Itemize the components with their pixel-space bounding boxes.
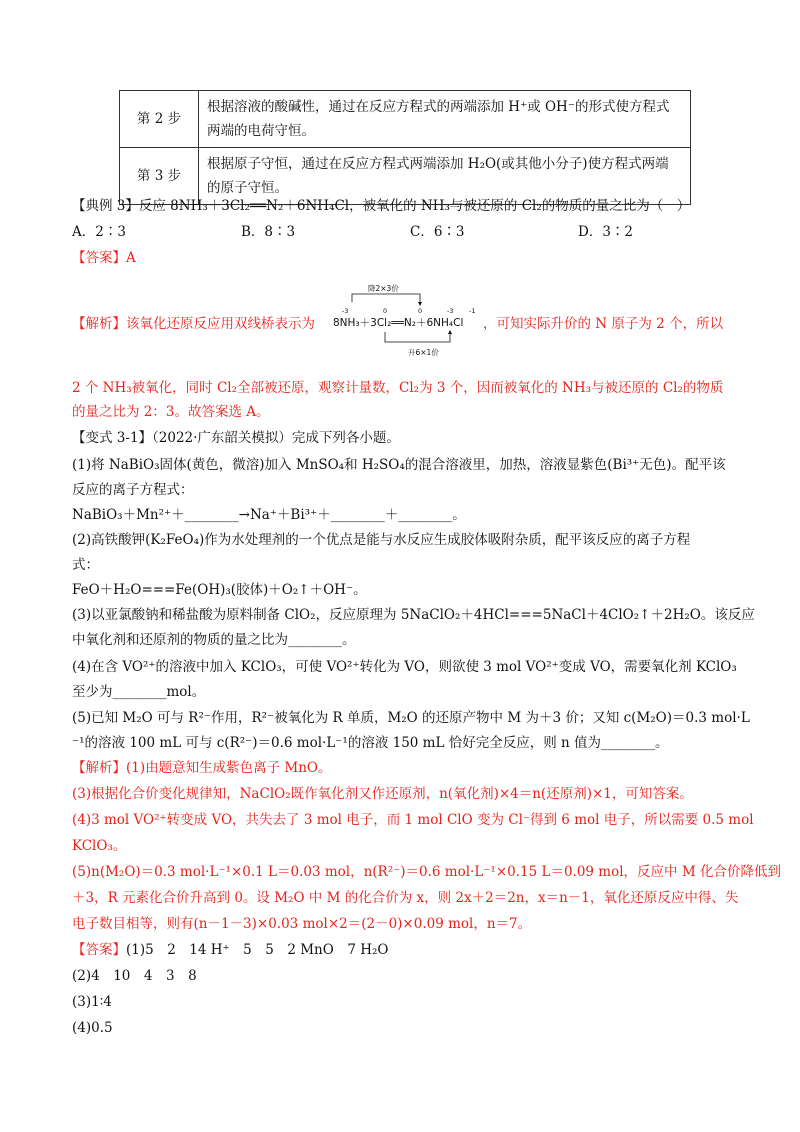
q4-line-1: (4)在含 VO²⁺的溶液中加入 KClO₃，可使 VO²⁺转化为 VO，则欲使 3 mol VO²⁺变成 VO，需要氧化剂 KClO₃ bbox=[72, 659, 737, 675]
variant-analysis-line-4b: KClO₃。 bbox=[72, 838, 127, 854]
example-question-text: 反应 8NH₃＋3Cl₂══N₂＋6NH₄Cl，被氧化的 NH₃与被还原的 Cl₂的物质的量之比为（ ） bbox=[138, 198, 691, 214]
bottom-bridge-arrowhead bbox=[448, 330, 452, 334]
variant-analysis-line-5c: 电子数目相等，则有(n－1－3)×0.03 mol×2＝(2－0)×0.09 mol，n＝7。 bbox=[72, 916, 532, 932]
option-b: B．8∶3 bbox=[241, 224, 296, 240]
ox-state-n-right: -3 bbox=[447, 307, 454, 315]
example-analysis-line-3: 的量之比为 2：3。故答案选 A。 bbox=[72, 404, 270, 420]
variant-tag: 【变式 3-1】 bbox=[72, 430, 153, 446]
example-answer bbox=[72, 248, 136, 268]
answer-tag: 【答案】 bbox=[72, 250, 126, 266]
step-desc-line: 根据原子守恒，通过在反应方程式两端添加 H₂O(或其他小分子)使方程式两端 bbox=[207, 156, 669, 172]
variant-answer-line-1: 【答案】(1)5 2 14 H⁺ 5 5 2 MnO 7 H₂O bbox=[72, 942, 389, 958]
q2-line-2: 式： bbox=[72, 557, 99, 573]
ox-state-cl-right: -1 bbox=[469, 307, 476, 315]
ox-state-n2: 0 bbox=[418, 307, 423, 315]
example-tag: 【典例 3】 bbox=[72, 198, 139, 214]
option-c: C．6∶3 bbox=[410, 224, 465, 240]
q5-line-2: ⁻¹的溶液 100 mL 可与 c(R²⁻)＝0.6 mol·L⁻¹的溶液 150 mL 恰好完全反应，则 n 值为________。 bbox=[72, 735, 669, 751]
variant-analysis-line-1: 【解析】(1)由题意知生成紫色离子 MnO。 bbox=[72, 760, 332, 776]
variant-analysis-tag: 【解析】 bbox=[72, 760, 126, 776]
answer-value: A bbox=[126, 250, 136, 266]
analysis-tag: 【解析】 bbox=[72, 316, 126, 332]
variant-analysis-line-5b: ＋3，R 元素化合价升高到 0。设 M₂O 中 M 的化合价为 x，则 2x＋2＝2n，x＝n－1，氧化还原反应中得、失 bbox=[72, 890, 739, 906]
bottom-bridge-line bbox=[385, 332, 450, 342]
variant-answer-line-2: (2)4 10 4 3 8 bbox=[72, 968, 197, 984]
variant-analysis-line-3: (3)根据化合价变化规律知，NaClO₂既作氧化剂又作还原剂，n(氧化剂)×4＝n(还原剂)×1，可知答案。 bbox=[72, 786, 693, 802]
top-bridge-label: 降2×3价 bbox=[368, 284, 399, 293]
example-question bbox=[72, 196, 690, 216]
double-bridge-diagram bbox=[330, 282, 490, 362]
variant-analysis-line-4a: (4)3 mol VO²⁺转变成 VO，共失去了 3 mol 电子，而 1 mol ClO 变为 Cl⁻得到 6 mol 电子，所以需要 0.5 mol bbox=[72, 812, 754, 828]
step-label: 第 2 步 bbox=[120, 91, 199, 148]
q5-line-1: (5)已知 M₂O 可与 R²⁻作用，R²⁻被氧化为 R 单质，M₂O 的还原产物中 M 为＋3 价；又知 c(M₂O)＝0.3 mol·L bbox=[72, 710, 750, 726]
top-bridge-arrowhead bbox=[418, 302, 422, 306]
ox-state-cl-left: 0 bbox=[383, 307, 388, 315]
q2-line-1: (2)高铁酸钾(K₂FeO₄)作为水处理剂的一个优点是能与水反应生成胶体吸附杂质，配平该反应的离子方程 bbox=[72, 532, 691, 548]
step-description bbox=[199, 91, 691, 148]
option-a: A．2∶3 bbox=[72, 224, 126, 240]
variant-analysis-line-5a: (5)n(M₂O)＝0.3 mol·L⁻¹×0.1 L＝0.03 mol，n(R²⁻)＝0.6 mol·L⁻¹×0.15 L＝0.09 mol，反应中 M 化合价降低到 bbox=[72, 864, 781, 880]
step-desc-line: 根据溶液的酸碱性，通过在反应方程式的两端添加 H⁺或 OH⁻的形式使方程式 bbox=[207, 99, 670, 115]
bottom-bridge-label: 升6×1价 bbox=[408, 348, 439, 357]
variant-answer-line-4: (4)0.5 bbox=[72, 1020, 113, 1036]
steps-table bbox=[119, 90, 691, 205]
option-d: D．3∶2 bbox=[578, 224, 634, 240]
q1-line-2: 反应的离子方程式： bbox=[72, 482, 194, 498]
example-analysis-line-1: 【解析】该氧化还原反应用双线桥表示为 ，可知实际升价的 N 原子为 2 个，所以 bbox=[72, 316, 724, 332]
example-analysis-line-2: 2 个 NH₃被氧化，同时 Cl₂全部被还原，观察计量数，Cl₂为 3 个，因而被氧化的 NH₃与被还原的 Cl₂的物质 bbox=[72, 380, 724, 396]
variant-heading bbox=[72, 428, 400, 448]
q1-line-1: (1)将 NaBiO₃固体(黄色，微溶)加入 MnSO₄和 H₂SO₄的混合溶液里，加热，溶液显紫色(Bi³⁺无色)。配平该 bbox=[72, 457, 726, 473]
step-desc-line: 两端的电荷守恒。 bbox=[207, 123, 315, 139]
step-label: 第 3 步 bbox=[120, 148, 199, 205]
variant-intro: （2022·广东韶关模拟）完成下列各小题。 bbox=[152, 430, 400, 446]
top-bridge-line bbox=[352, 294, 420, 304]
q3-line-2: 中氧化剂和还原剂的物质的量之比为________。 bbox=[72, 632, 356, 648]
step-desc-line: 的原子守恒。 bbox=[207, 180, 288, 196]
table-row bbox=[120, 91, 691, 148]
variant-answer-line-3: (3)1∶4 bbox=[72, 994, 112, 1010]
q4-line-2: 至少为________mol。 bbox=[72, 684, 206, 700]
q2-line-3: FeO＋H₂O===Fe(OH)₃(胶体)＋O₂↑＋OH⁻。 bbox=[72, 582, 367, 598]
ox-state-n-left: -3 bbox=[342, 307, 349, 315]
q3-line-1: (3)以亚氯酸钠和稀盐酸为原料制备 ClO₂，反应原理为 5NaClO₂＋4HCl===5NaCl＋4ClO₂↑＋2H₂O。该反应 bbox=[72, 607, 755, 623]
variant-answer-tag: 【答案】 bbox=[72, 942, 126, 958]
bridge-equation: 8NH₃＋3Cl₂══N₂＋6NH₄Cl bbox=[333, 317, 464, 329]
q1-line-3: NaBiO₃＋Mn²⁺＋________→Na⁺＋Bi³⁺＋________＋________。 bbox=[72, 507, 466, 523]
double-bridge-svg bbox=[330, 282, 490, 362]
